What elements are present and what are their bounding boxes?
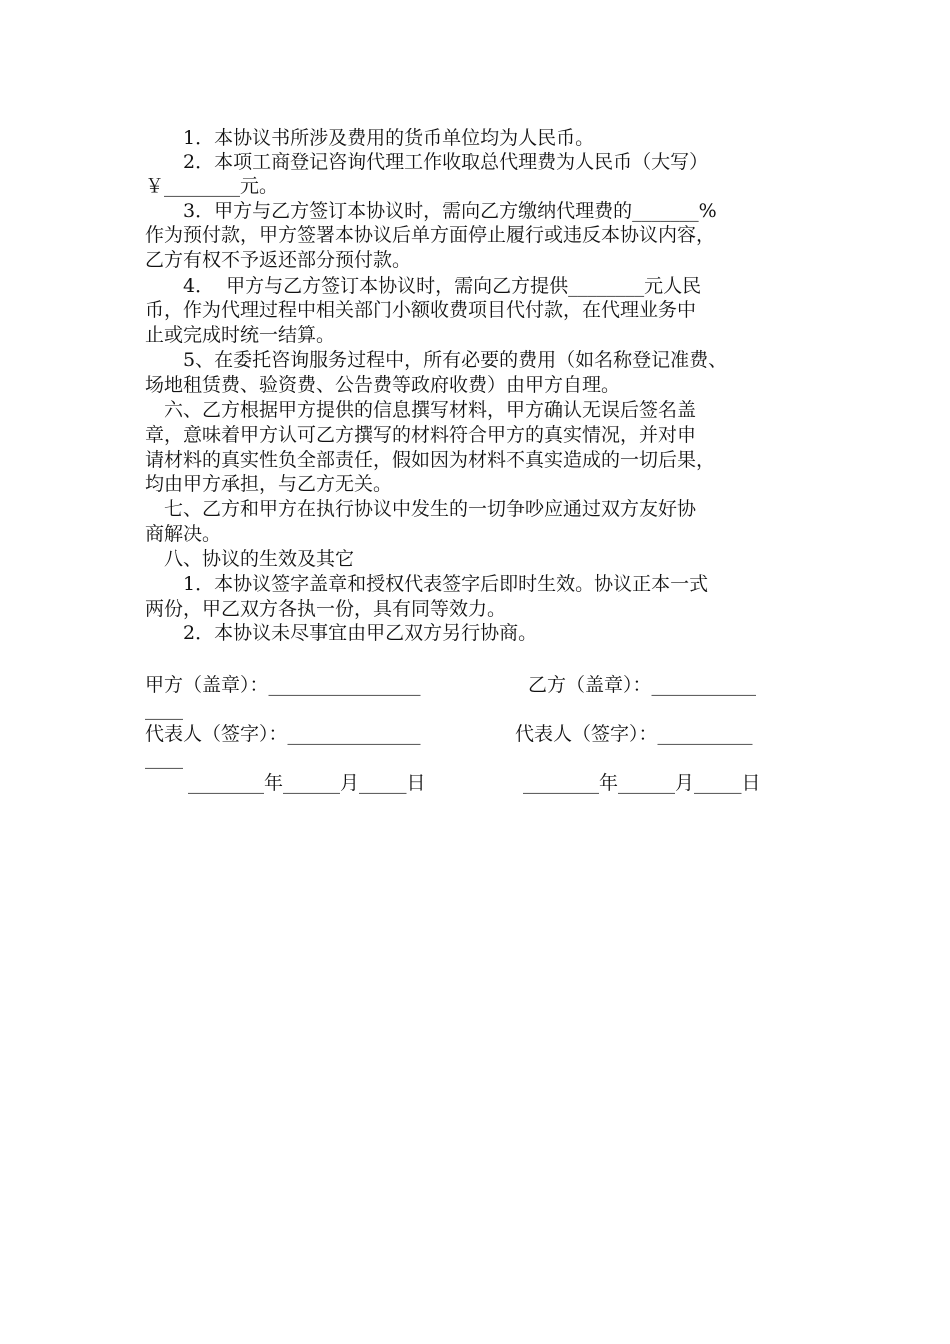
party-a-date-field: ________年______月_____日 [188, 772, 426, 794]
section-8-heading: 八、协议的生效及其它 [145, 548, 355, 570]
section-6-line-4: 均由甲方承担，与乙方无关。 [145, 473, 393, 495]
section-6-line-1: 六、乙方根据甲方提供的信息撰写材料，甲方确认无误后签名盖 [145, 399, 697, 421]
section-7-line-1: 七、乙方和甲方在执行协议中发生的一切争吵应通过双方友好协 [145, 498, 697, 520]
term-item-2-line-2: ￥________元。 [145, 175, 279, 197]
section-8-item-1-line-1: 1．本协议签字盖章和授权代表签字后即时生效。协议正本一式 [145, 573, 709, 595]
rep-underline-wrap: ____ [145, 747, 183, 769]
party-b-date-field: ________年______月_____日 [523, 772, 761, 794]
seal-underline-wrap: ____ [145, 698, 183, 720]
section-8-item-1-line-2: 两份，甲乙双方各执一份，具有同等效力。 [145, 598, 507, 620]
term-item-3-line-1: 3．甲方与乙方签订本协议时，需向乙方缴纳代理费的_______% [145, 200, 717, 222]
term-item-4-line-1: 4． 甲方与乙方签订本协议时，需向乙方提供________元人民 [145, 275, 702, 297]
term-item-3-line-2: 作为预付款，甲方签署本协议后单方面停止履行或违反本协议内容， [145, 224, 716, 246]
party-b-rep-field: 代表人（签字）：__________ [515, 723, 753, 745]
party-b-seal-field: 乙方（盖章）：___________ [528, 674, 757, 696]
term-item-1: 1．本协议书所涉及费用的货币单位均为人民币。 [145, 127, 595, 149]
term-item-4-line-3: 止或完成时统一结算。 [145, 324, 336, 346]
term-item-3-line-3: 乙方有权不予返还部分预付款。 [145, 249, 412, 271]
term-item-5-line-2: 场地租赁费、验资费、公告费等政府收费）由甲方自理。 [145, 374, 621, 396]
term-item-4-line-2: 币，作为代理过程中相关部门小额收费项目代付款，在代理业务中 [145, 299, 697, 321]
section-7-line-2: 商解决。 [145, 523, 222, 545]
section-6-line-3: 请材料的真实性负全部责任，假如因为材料不真实造成的一切后果， [145, 449, 716, 471]
term-item-5-line-1: 5、在委托咨询服务过程中，所有必要的费用（如名称登记准费、 [145, 349, 728, 371]
party-a-rep-field: 代表人（签字）：______________ [145, 723, 421, 745]
section-8-item-2: 2．本协议未尽事宜由甲乙双方另行协商。 [145, 622, 538, 644]
section-6-line-2: 章，意味着甲方认可乙方撰写的材料符合甲方的真实情况，并对申 [145, 424, 697, 446]
term-item-2-line-1: 2．本项工商登记咨询代理工作收取总代理费为人民币（大写） [145, 151, 709, 173]
party-a-seal-field: 甲方（盖章）：________________ [145, 674, 421, 696]
